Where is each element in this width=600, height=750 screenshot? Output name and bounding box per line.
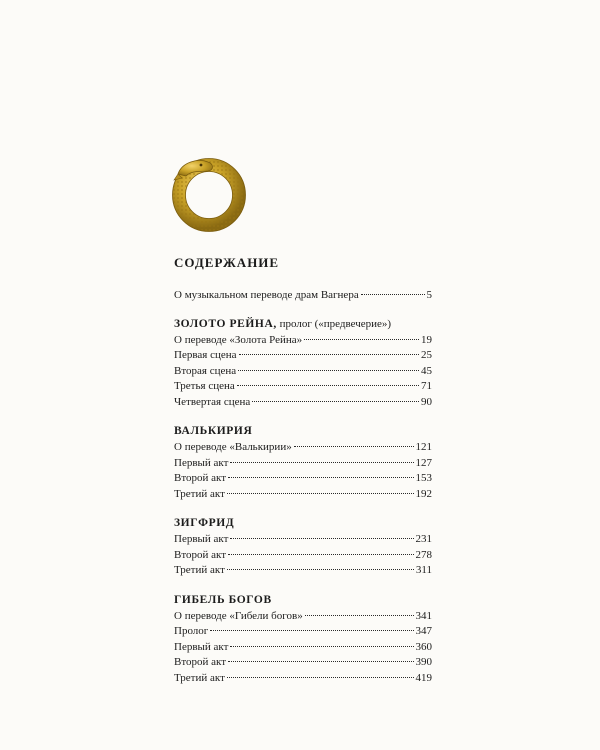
ouroboros-ring-icon <box>168 152 250 234</box>
toc-entry-label: Первая сцена <box>174 349 237 361</box>
toc-entry-label: Четвертая сцена <box>174 395 251 408</box>
toc-entry-label: Вторая сцена <box>174 364 237 377</box>
toc-entry-page: 231 <box>415 533 432 545</box>
ouroboros-ring-graphic <box>168 152 250 234</box>
toc-entry[interactable] <box>174 471 432 487</box>
toc-entry-page: 390 <box>415 656 432 668</box>
dot-leader <box>230 538 413 539</box>
toc-entry-label: Первый акт <box>174 640 229 653</box>
toc-entry[interactable] <box>174 532 432 548</box>
dot-leader <box>239 354 420 355</box>
dot-leader <box>228 554 413 555</box>
toc-section <box>174 424 432 502</box>
toc-entry-label: Третья сцена <box>174 380 235 392</box>
toc-entry-label: О переводе «Валькирии» <box>174 441 292 453</box>
toc-entry-page: 278 <box>415 548 432 561</box>
section-heading[interactable] <box>174 424 432 439</box>
toc-entry-page: 71 <box>421 380 432 392</box>
toc-entry-label: Первый акт <box>174 456 229 469</box>
toc-entry-intro[interactable] <box>174 288 432 304</box>
toc-entry-label: Третий акт <box>174 487 225 500</box>
dot-leader <box>210 630 413 631</box>
toc-entry-label: Второй акт <box>174 472 227 484</box>
section-heading[interactable] <box>174 317 432 332</box>
toc-entry[interactable] <box>174 671 432 687</box>
toc-entry-page: 25 <box>421 349 432 361</box>
section-heading[interactable] <box>174 516 432 531</box>
toc-entry[interactable] <box>174 563 432 579</box>
toc-entry-page: 153 <box>415 472 432 484</box>
toc-entry-page: 311 <box>415 564 432 576</box>
toc-entry[interactable] <box>174 333 432 349</box>
section-subtitle: пролог («предвечерие») <box>276 317 392 330</box>
dot-leader <box>252 401 419 402</box>
toc-entry-page: 341 <box>415 609 432 622</box>
toc-entry-page: 45 <box>421 364 432 377</box>
dot-leader <box>230 646 413 647</box>
dot-leader <box>230 462 413 463</box>
section-heading[interactable] <box>174 593 432 608</box>
toc-entry-page: 19 <box>421 333 432 346</box>
dot-leader <box>238 370 419 371</box>
toc-section <box>174 593 432 687</box>
dot-leader <box>227 569 414 570</box>
toc-sections <box>174 317 432 687</box>
toc-entry-label: Второй акт <box>174 656 227 668</box>
toc-entry-page: 5 <box>426 289 432 301</box>
dot-leader <box>294 446 414 447</box>
dot-leader <box>304 339 419 340</box>
dot-leader <box>228 477 413 478</box>
toc-entry[interactable] <box>174 487 432 503</box>
toc-entry-label: Третий акт <box>174 564 225 576</box>
toc-entry-page: 347 <box>415 625 432 637</box>
toc-entry[interactable] <box>174 548 432 564</box>
dot-leader <box>227 677 414 678</box>
dot-leader <box>227 493 414 494</box>
toc-section <box>174 317 432 411</box>
toc-entry-page: 90 <box>421 395 432 408</box>
dot-leader <box>305 615 414 616</box>
toc-entry-page: 419 <box>415 671 432 684</box>
toc-entry[interactable] <box>174 640 432 656</box>
toc-entry[interactable] <box>174 456 432 472</box>
toc-entry[interactable] <box>174 395 432 411</box>
toc-entry[interactable] <box>174 364 432 380</box>
toc-entry[interactable] <box>174 440 432 456</box>
toc-entry[interactable] <box>174 609 432 625</box>
toc-section <box>174 516 432 579</box>
section-title: ЗОЛОТО РЕЙНА, <box>174 317 277 330</box>
dot-leader <box>237 385 419 386</box>
toc-entry[interactable] <box>174 655 432 671</box>
toc-entry-label: О переводе «Золота Рейна» <box>174 333 303 346</box>
dot-leader <box>361 294 425 295</box>
toc-entry-page: 192 <box>415 487 432 500</box>
toc-entry-label: Третий акт <box>174 671 225 684</box>
toc-entry-label: Пролог <box>174 625 209 637</box>
toc-entry-page: 121 <box>415 441 432 453</box>
toc-entry-page: 127 <box>415 456 432 469</box>
toc-entry[interactable] <box>174 348 432 364</box>
dot-leader <box>228 661 413 662</box>
toc-entry-label: О музыкальном переводе драм Вагнера <box>174 289 359 301</box>
section-title: ЗИГФРИД <box>174 517 235 529</box>
toc-entry[interactable] <box>174 379 432 395</box>
toc-entry-label: Второй акт <box>174 548 227 561</box>
toc-entry-page: 360 <box>415 640 432 653</box>
toc-entry-label: О переводе «Гибели богов» <box>174 609 303 622</box>
section-title: ГИБЕЛЬ БОГОВ <box>174 593 272 606</box>
toc-heading: СОДЕРЖАНИЕ <box>174 255 280 270</box>
toc-entry[interactable] <box>174 624 432 640</box>
table-of-contents <box>174 255 432 700</box>
section-title: ВАЛЬКИРИЯ <box>174 425 253 437</box>
toc-entry-label: Первый акт <box>174 533 229 545</box>
